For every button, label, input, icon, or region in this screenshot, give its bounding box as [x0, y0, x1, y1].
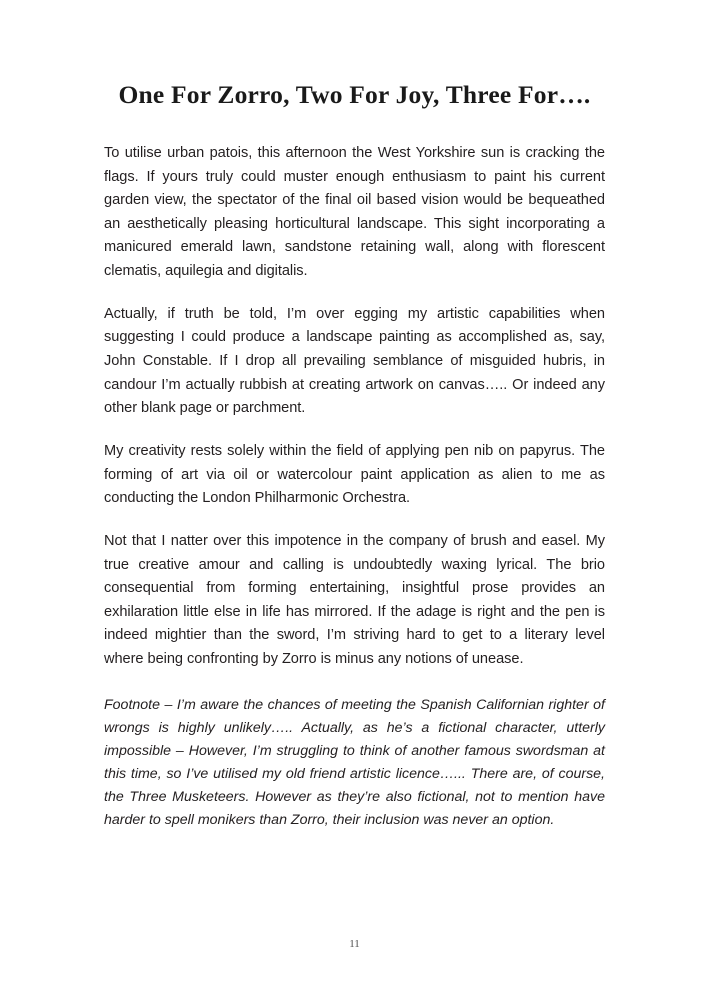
body-text: [104, 142, 605, 672]
page-title: One For Zorro, Two For Joy, Three For….: [118, 80, 591, 109]
footnote-block: [104, 694, 605, 832]
page-number: 11: [349, 938, 360, 950]
paragraph: Actually, if truth be told, I’m over egging my artistic capabilities when suggesting I could produce a landscape painting as accomplished as, say, John Constable. If I drop all prevailing semblance of misguided hubris, in candour I’m actually rubbish at creating artwork on canvas….. Or indeed any other blank page or parchment.: [104, 305, 605, 417]
footnote-text: Footnote – I’m aware the chances of meeting the Spanish Californian righter of wrongs is highly unlikely….. Actually, as he’s a fictional character, utterly impossible – However, I’m struggling to think of another famous swordsman at this time, so I’ve utilised my old friend artistic licence…... There are, of course, the Three Musketeers. However as they’re also fictional, not to mention have harder to spell monikers than Zorro, their inclusion was never an option.: [104, 696, 605, 828]
paragraph: To utilise urban patois, this afternoon the West Yorkshire sun is cracking the flags. If yours truly could muster enough enthusiasm to paint his current garden view, the spectator of the final oil based vision would be bequeathed an aesthetically pleasing horticultural landscape. This sight incorporating a manicured emerald lawn, sandstone retaining wall, along with florescent clematis, aquilegia and digitalis.: [104, 144, 605, 280]
paragraph: Not that I natter over this impotence in the company of brush and easel. My true creative amour and calling is undoubtedly waxing lyrical. The brio consequential from forming entertaining, insightful prose provides an exhilaration little else in life has mirrored. If the adage is right and the pen is indeed mightier than the sword, I’m striving hard to get to a literary level where being confronting by Zorro is minus any notions of unease.: [104, 532, 605, 668]
paragraph: My creativity rests solely within the field of applying pen nib on papyrus. The forming of art via oil or watercolour paint application as alien to me as conducting the London Philharmonic Orchestra.: [104, 442, 605, 507]
